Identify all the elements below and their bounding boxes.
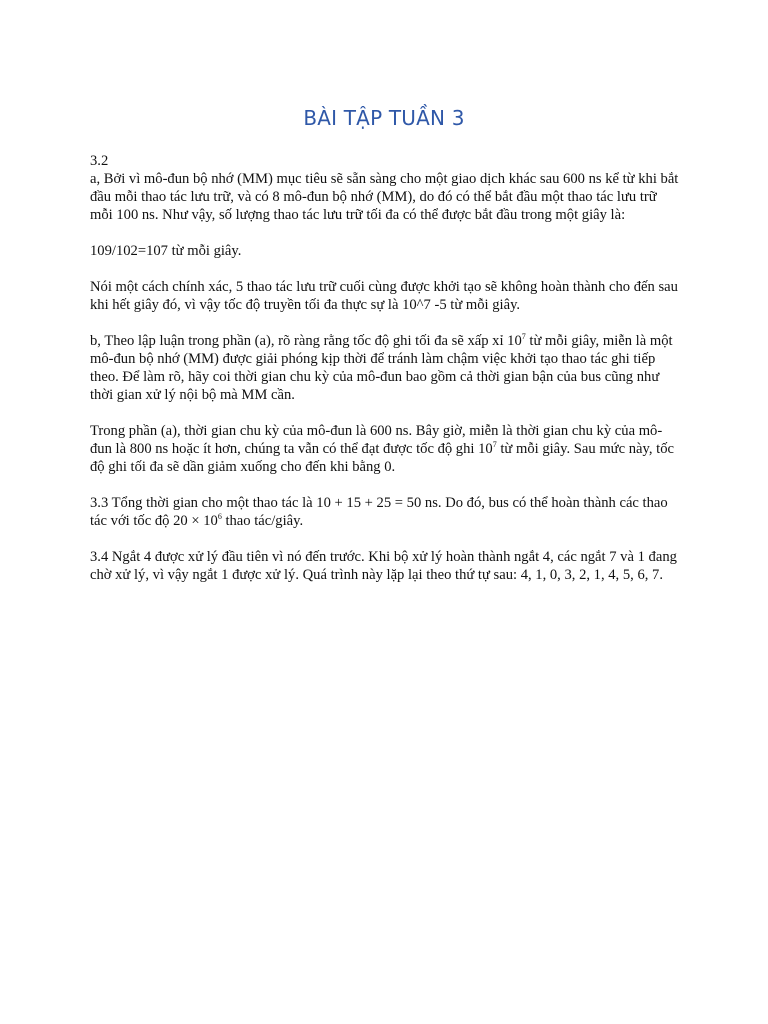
paragraph-3-2-b	[90, 332, 682, 404]
paragraph-3-3-part2: thao tác/giây.	[221, 513, 304, 529]
paragraph-3-2-a-note: Nói một cách chính xác, 5 thao tác lưu trữ cuối cùng được khởi tạo sẽ không hoàn thành cho đến sau khi hết giây đó, vì vậy tốc độ truyền tối đa thực sự là 10^7 -5 từ mỗi giây.	[90, 279, 678, 313]
document-body	[90, 152, 682, 602]
paragraph-3-4: 3.4 Ngắt 4 được xử lý đầu tiên vì nó đến trước. Khi bộ xử lý hoàn thành ngắt 4, các ngắt 7 và 1 đang chờ xử lý, vì vậy ngắt 1 được xử lý. Quá trình này lặp lại theo thứ tự sau: 4, 1, 0, 3, 2, 1, 4, 5, 6, 7.	[90, 549, 677, 583]
paragraph-3-2-a-intro: a, Bởi vì mô-đun bộ nhớ (MM) mục tiêu sẽ sẵn sàng cho một giao dịch khác sau 600 ns kể từ khi bắt đầu mỗi thao tác lưu trữ, và có 8 mô-đun bộ nhớ (MM), do đó có thể bắt đầu một thao tác lưu trữ mỗi 100 ns. Như vậy, số lượng thao tác lưu trữ tối đa có thể được bắt đầu trong một giây là:	[90, 171, 679, 223]
paragraph-3-2-c-part2: từ mỗi giây. Sau mức này, tốc độ ghi tối đa sẽ dần giảm xuống cho đến khi bằng 0.	[90, 441, 674, 475]
document-title: BÀI TẬP TUẦN 3	[303, 106, 465, 130]
superscript-exponent: 7	[521, 332, 526, 341]
superscript-exponent: 7	[492, 440, 497, 449]
superscript-exponent: 6	[217, 512, 222, 521]
paragraph-3-2-b-part1: b, Theo lập luận trong phần (a), rõ ràng rằng tốc độ ghi tối đa sẽ xấp xỉ 10	[90, 333, 522, 349]
paragraph-3-3-part1: 3.3 Tổng thời gian cho một thao tác là 10 + 15 + 25 = 50 ns. Do đó, bus có thể hoàn thành các thao tác với tốc độ 20 × 10	[90, 495, 668, 529]
paragraph-3-3	[90, 494, 682, 530]
paragraph-3-2-c-part1: Trong phần (a), thời gian chu kỳ của mô-đun là 600 ns. Bây giờ, miễn là thời gian chu kỳ của mô-đun là 800 ns hoặc ít hơn, chúng ta vẫn có thể đạt được tốc độ ghi 10	[90, 423, 663, 457]
section-number-3-2: 3.2	[90, 153, 109, 169]
paragraph-3-2-c	[90, 422, 682, 476]
paragraph-3-2-a-formula: 109/102=107 từ mỗi giây.	[90, 243, 242, 259]
paragraph-3-2-b-part2: từ mỗi giây, miễn là một mô-đun bộ nhớ (MM) được giải phóng kịp thời để tránh làm chậm việc khởi tạo thao tác ghi tiếp theo. Để làm rõ, hãy coi thời gian chu kỳ của mô-đun bao gồm cả thời gian bận của bus cũng như thời gian xử lý nội bộ mà MM cần.	[90, 333, 673, 403]
